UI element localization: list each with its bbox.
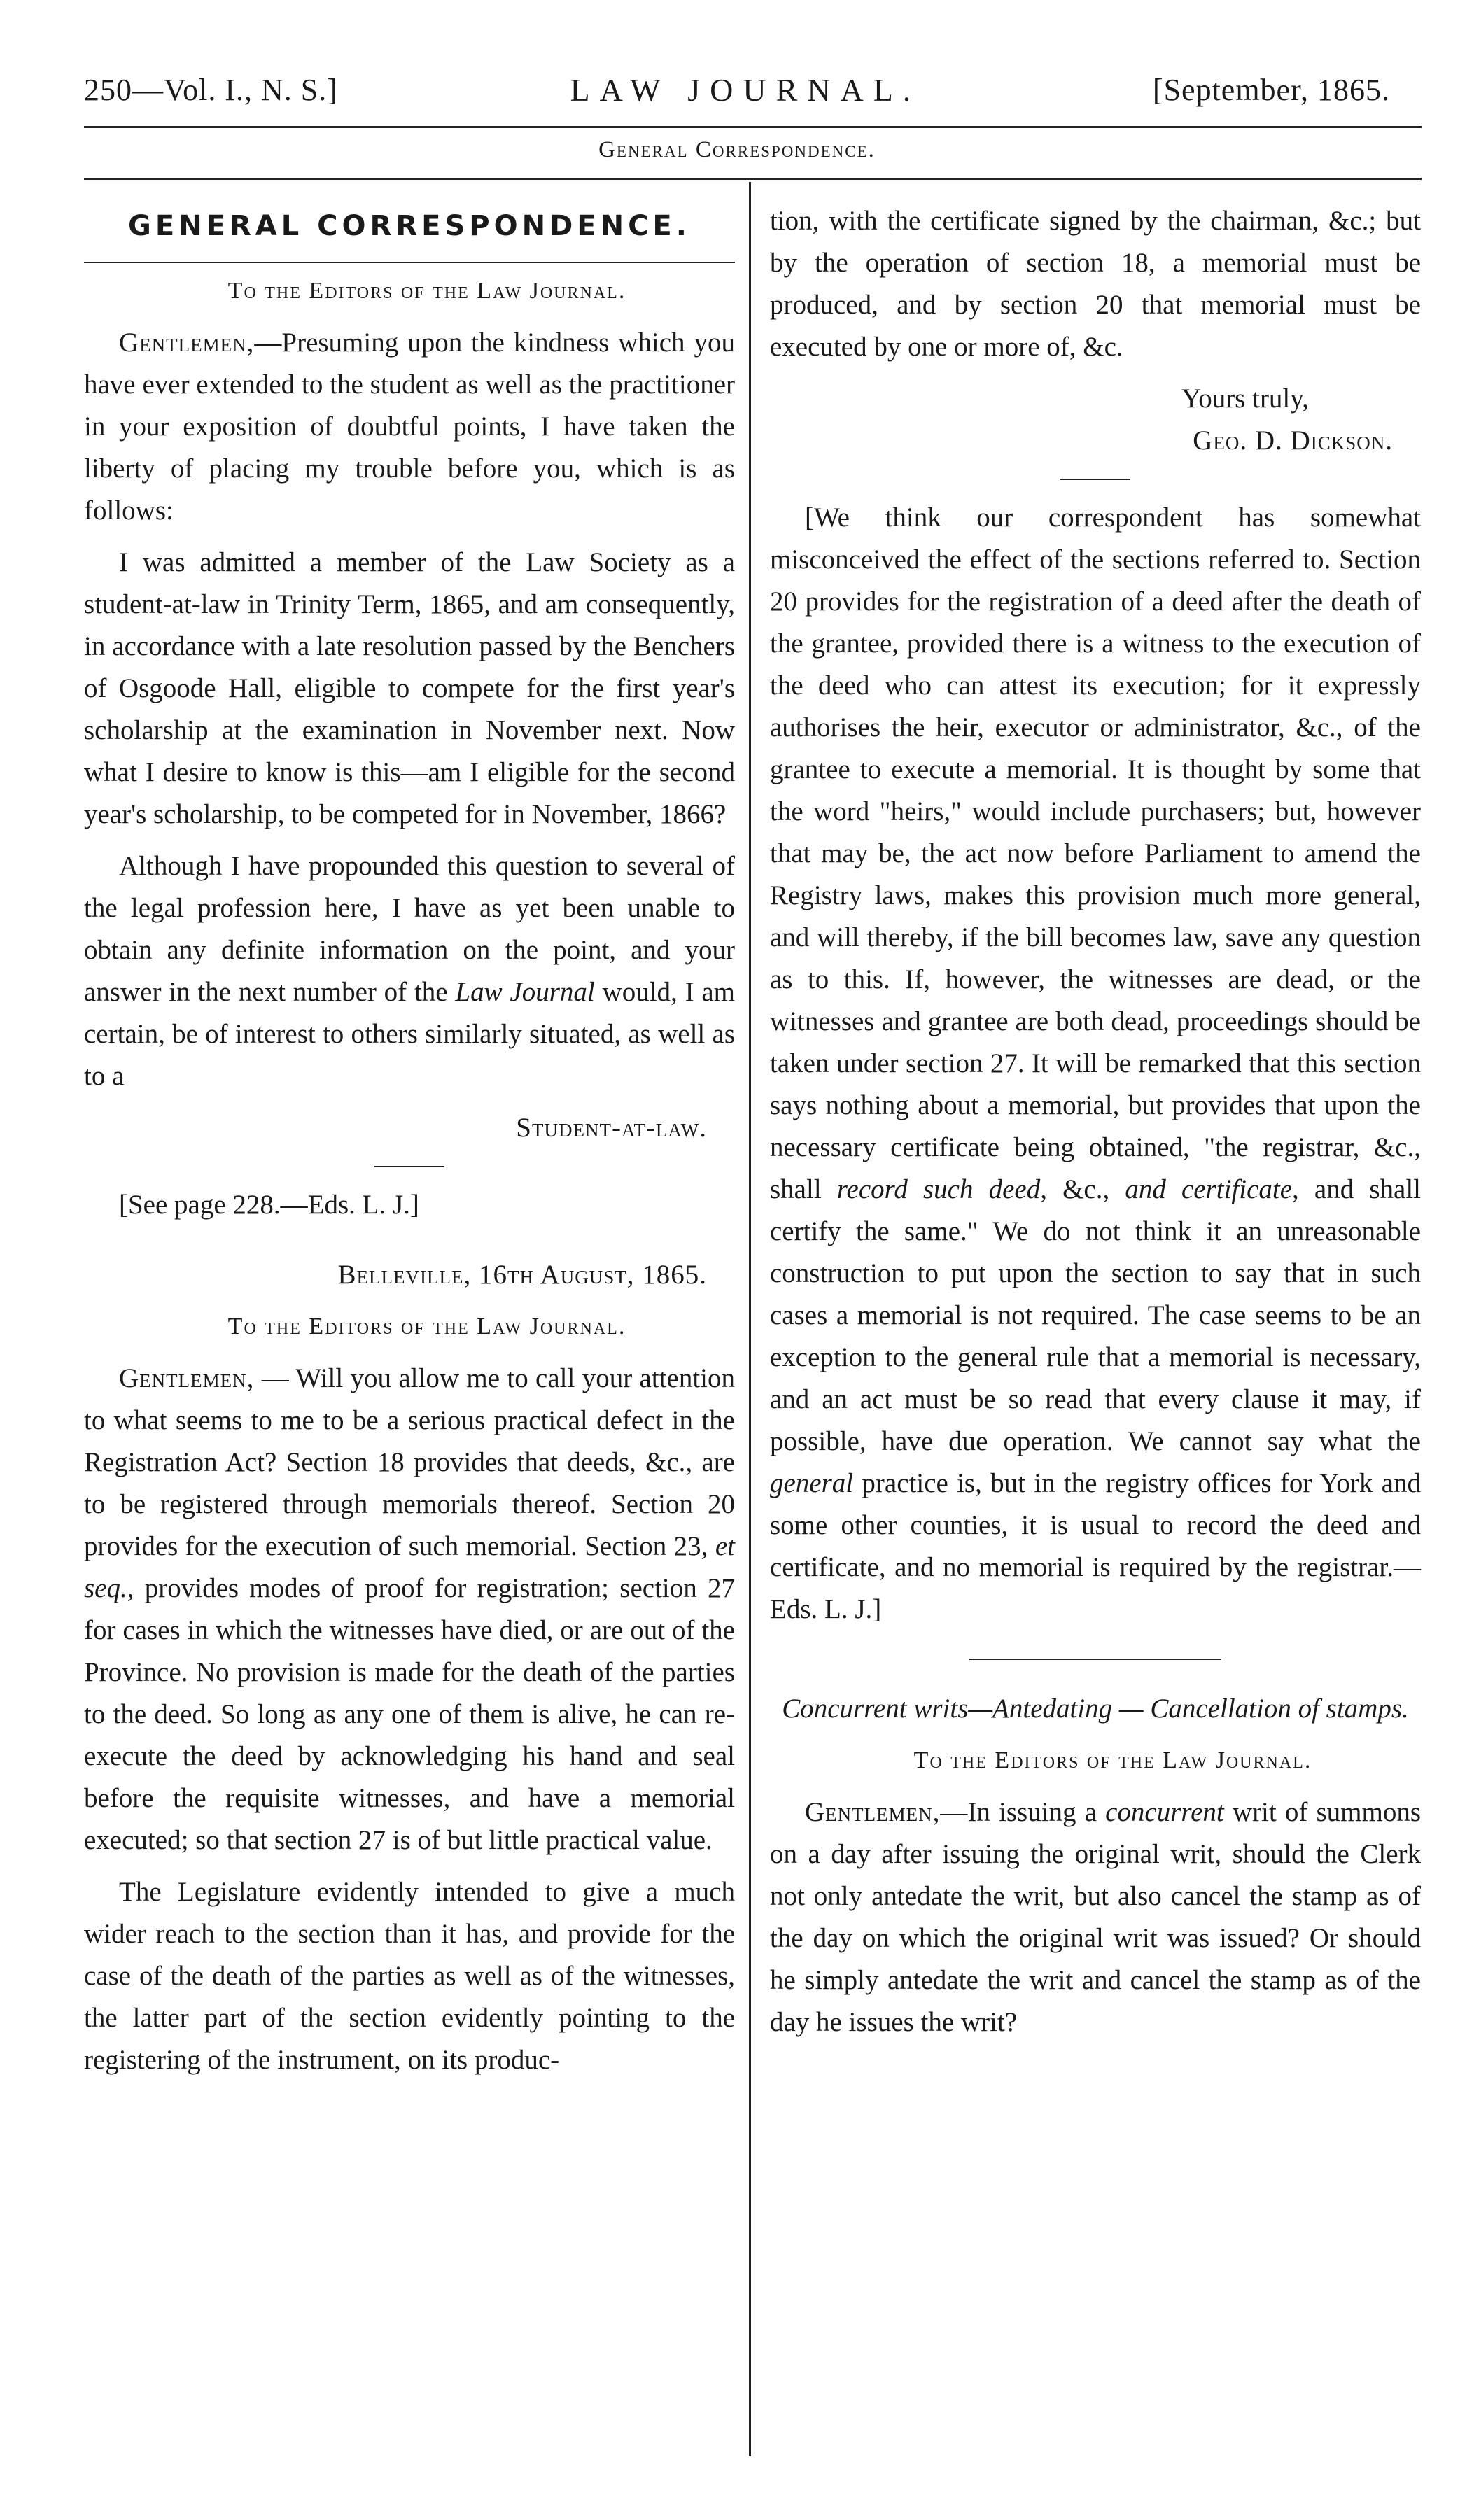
left-column	[84, 203, 735, 2091]
section-title: GENERAL CORRESPONDENCE.	[128, 210, 691, 242]
header-rule	[84, 126, 1422, 128]
letter3-heading: Concurrent writs—Antedating — Cancellation of stamps.	[782, 1694, 1409, 1724]
letter2-signature: Geo. D. Dickson.	[1193, 425, 1393, 456]
letter2-paragraph-2: The Legislature evidently intended to give a much wider reach to the section than it has, and provide for the case of the death of the parties as well as of the witnesses, the latter part of the section evidently pointing to the registering of the instrument, on its produc-	[84, 1877, 735, 2075]
letter2-closing: Yours truly,	[1181, 383, 1309, 414]
letter2-salutation-heading: To the Editors of the Law Journal.	[227, 1314, 626, 1339]
letter3-salutation-heading: To the Editors of the Law Journal.	[913, 1747, 1312, 1773]
editors-note: [See page 228.—Eds. L. J.]	[119, 1190, 419, 1220]
header-page-volume: 250—Vol. I., N. S.]	[84, 72, 338, 107]
column-divider	[749, 182, 751, 2456]
letter2-divider	[1060, 479, 1130, 480]
title-rule	[84, 262, 735, 263]
header-date: [September, 1865.	[1152, 72, 1390, 107]
letter3-paragraph-1: Gentlemen,—In issuing a concurrent writ of summons on a day after issuing the original writ, should the Clerk not only antedate the writ, but also cancel the stamp as of the day on which the original writ was issued? Or should he simply antedate the writ and cancel the stamp as of the day he issues the writ?	[770, 1797, 1421, 2037]
letter2-dateline: Belleville, 16th August, 1865.	[337, 1260, 707, 1290]
letter3-divider	[969, 1659, 1221, 1660]
right-column	[770, 200, 1421, 2053]
editors-reply: [We think our correspondent has somewhat misconceived the effect of the sections referred to. Section 20 provides for the registration of a deed after the death of the grantee, provided there is a witness to the execution of the deed who can attest its execution; for it expressly authorises the heir, executor or administrator, &c., of the grantee to execute a memorial. It is thought by some that the word "heirs," would include purchasers; but, however that may be, the act now before Parliament to amend the Registry laws, makes this provision much more general, and will thereby, if the bill becomes law, save any question as to this. If, however, the witnesses are dead, or the witnesses and grantee are both dead, proceedings should be taken under section 27. It will be remarked that this section says nothing about a memorial, but provides that upon the necessary certificate being obtained, "the registrar, &c., shall record such deed, &c., and certificate, and shall certify the same." We do not think it an unreasonable construction to put upon the section to say that in such cases a memorial is not required. The case seems to be an exception to the general rule that a memorial is necessary, and an act must be so read that every clause it may, if possible, have due operation. We cannot say what the general practice is, but in the registry offices for York and some other counties, it is usual to record the deed and certificate, and no memorial is required by the registrar.—Eds. L. J.]	[770, 502, 1421, 1624]
letter1-signature: Student-at-law.	[516, 1113, 707, 1143]
letter1-paragraph-3: Although I have propounded this question to several of the legal profession here, I have as yet been unable to obtain any definite information on the point, and your answer in the next number of the Law Journal would, I am certain, be of interest to others similarly situated, as well as to a	[84, 851, 735, 1091]
letter1-divider	[374, 1166, 444, 1167]
letter1-salutation-heading: To the Editors of the Law Journal.	[227, 278, 626, 304]
section-subheader: General Correspondence.	[598, 137, 876, 162]
letter2-paragraph-1: Gentlemen, — Will you allow me to call your attention to what seems to me to be a serious practical defect in the Registration Act? Section 18 provides that deeds, &c., are to be registered through memorials thereof. Section 20 provides for the execution of such memorial. Section 23, et seq., provides modes of proof for registration; section 27 for cases in which the witnesses have died, or are out of the Province. No provision is made for the death of the parties to the deed. So long as any one of them is alive, he can re-execute the deed by acknowledging his hand and seal before the requisite witnesses, and have a memorial executed; so that section 27 is of but little practical value.	[84, 1363, 735, 1855]
letter1-paragraph-1: Gentlemen,—Presuming upon the kindness which you have ever extended to the student as well as the practitioner in your exposition of doubtful points, I have taken the liberty of placing my trouble before you, which is as follows:	[84, 328, 735, 526]
running-header	[84, 55, 1390, 125]
letter1-paragraph-2: I was admitted a member of the Law Society as a student-at-law in Trinity Term, 1865, and am consequently, in accordance with a late resolution passed by the Benchers of Osgoode Hall, eligible to compete for the first year's scholarship at the examination in November next. Now what I desire to know is this—am I eligible for the second year's scholarship, to be competed for in November, 1866?	[84, 547, 735, 829]
subheader-rule	[84, 178, 1422, 180]
letter3-gentlemen: Gentlemen,	[805, 1797, 941, 1827]
letter2-continuation: tion, with the certificate signed by the chairman, &c.; but by the operation of section 18, a memorial must be produced, and by section 20 that memorial must be executed by one or more of, &c.	[770, 206, 1421, 362]
law-journal-italic: Law Journal	[455, 977, 595, 1007]
letter1-gentlemen: Gentlemen,	[119, 328, 255, 358]
letter2-gentlemen: Gentlemen,	[119, 1363, 255, 1393]
header-journal-title: LAW JOURNAL.	[570, 71, 921, 108]
